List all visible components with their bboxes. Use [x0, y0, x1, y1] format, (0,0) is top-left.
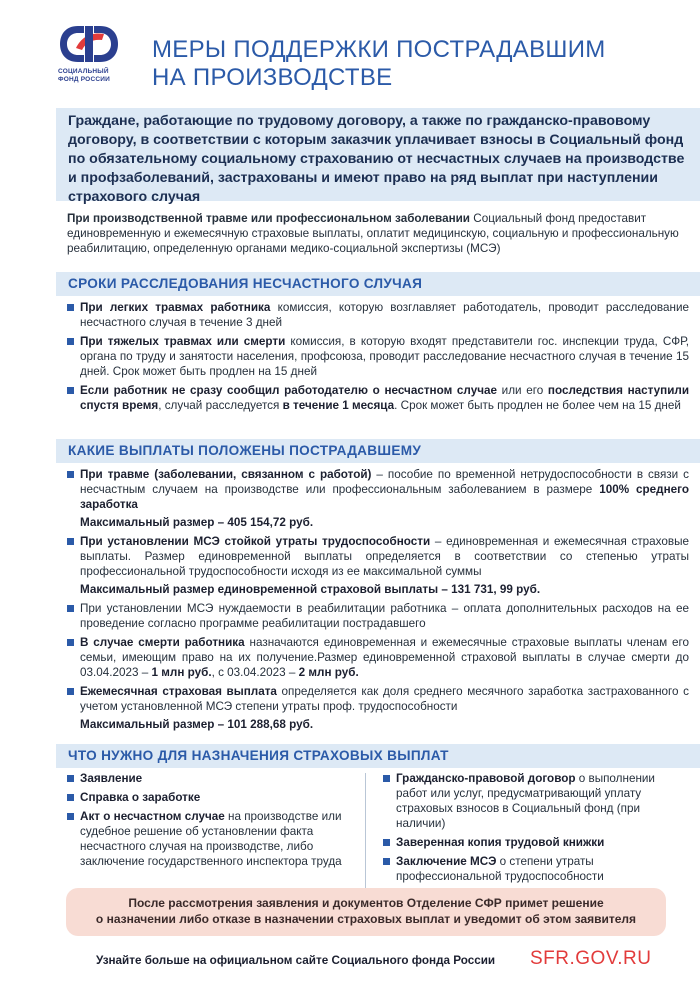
list-item: Заверенная копия трудовой книжки — [383, 835, 689, 850]
list-item: Заявление — [67, 771, 345, 786]
bullet-square-icon — [67, 338, 74, 345]
bullet-square-icon — [383, 775, 390, 782]
notice-line2: о назначении либо отказе в назначении страховых выплат и уведомит об этом заявителя — [95, 912, 637, 926]
list-item: Справка о заработке — [67, 790, 345, 805]
section-title-payments: КАКИЕ ВЫПЛАТЫ ПОЛОЖЕНЫ ПОСТРАДАВШЕМУ — [56, 439, 700, 463]
bullet-square-icon — [67, 813, 74, 820]
documents-list-right — [383, 771, 689, 888]
list-item: В случае смерти работника назначаются единовременная и ежемесячные страховые выплаты членам его семьи, имеющим право на их получение.Размер единовременной страховой выплаты в случае смерти до 03.04.2023 – 1 млн руб., с 03.04.2023 – 2 млн руб. — [67, 635, 689, 680]
intro-block: Граждане, работающие по трудовому договору, а также по гражданско-правовому договору, в соответствии с которым заказчик уплачивает взносы в Социальный фонд по обязательному социальному страхованию от несчастных случаев на производстве и профзаболеваний, застрахованы и имеют право на ряд выплат при наступлении страхового случая — [56, 108, 700, 201]
bullet-square-icon — [67, 794, 74, 801]
list-item: При установлении МСЭ нуждаемости в реабилитации работника – оплата дополнительных расходов на ее проведение согласно программе реабилитации пострадавшего — [67, 601, 689, 631]
bullet-square-icon — [67, 688, 74, 695]
max-amount: Максимальный размер единовременной страховой выплаты – 131 731, 99 руб. — [80, 583, 541, 596]
list-item: Ежемесячная страховая выплата определяется как доля среднего месячного заработка застрахованного с учетом установленной МСЭ степени утраты проф. трудоспособности Максимальный размер – 101 288,68 руб. — [67, 684, 689, 732]
bullet-square-icon — [383, 858, 390, 865]
section-title-investigation: СРОКИ РАССЛЕДОВАНИЯ НЕСЧАСТНОГО СЛУЧАЯ — [56, 272, 700, 296]
list-item: При тяжелых травмах или смерти комиссия, в которую входят представители гос. инспекции труда, СФР, органа по труду и занятости населения, профсоюза, проводит расследование несчастного случая в течение 15 дней. Срок может быть продлен на 15 дней — [67, 334, 689, 379]
max-amount: Максимальный размер – 405 154,72 руб. — [80, 516, 314, 529]
page-title-line2: НА ПРОИЗВОДСТВЕ — [152, 64, 393, 91]
bullet-square-icon — [67, 387, 74, 394]
logo-caption — [58, 68, 128, 84]
sfr-logo-icon — [58, 22, 120, 66]
list-item: Гражданско-правовой договор о выполнении работ или услуг, предусматривающий уплату страховых взносов в Социальный фонд (при наличии) — [383, 771, 689, 831]
header — [0, 0, 700, 108]
logo-caption-line1: СОЦИАЛЬНЫЙ — [58, 68, 109, 75]
logo-caption-line2: ФОНД РОССИИ — [58, 76, 110, 83]
bullet-square-icon — [67, 775, 74, 782]
lead-rest: Социальный фонд предоставит единовременную и ежемесячную страховые выплаты, оплатит медицинскую, социальную и профессиональную реабилитацию, определенную органами медико-социальной экспертизы (МСЭ) — [67, 212, 679, 255]
website-link[interactable]: SFR.GOV.RU — [530, 948, 652, 969]
lead-paragraph — [67, 211, 687, 256]
list-item: При травме (заболевании, связанном с работой) – пособие по временной нетрудоспособности в связи с несчастным случаем на производстве или профессиональным заболеванием в размере 100% среднего заработка Максимальный размер – 405 154,72 руб. — [67, 467, 689, 530]
footer-text: Узнайте больше на официальном сайте Социального фонда России — [96, 954, 496, 967]
list-item: При установлении МСЭ стойкой утраты трудоспособности – единовременная и ежемесячная страховые выплаты. Размер единовременной выплаты определяется в соответствии со степенью утраты профессиональной трудоспособности исходя из ее максимальной суммы Максимальный размер единовременной страховой выплаты – 131 731, 99 руб. — [67, 534, 689, 597]
bullet-square-icon — [67, 538, 74, 545]
page-title-line1: МЕРЫ ПОДДЕРЖКИ ПОСТРАДАВШИМ — [152, 36, 606, 63]
bullet-square-icon — [383, 839, 390, 846]
list-item: Если работник не сразу сообщил работодателю о несчастном случае или его последствия наступили спустя время, случай расследуется в течение 1 месяца. Срок может быть продлен не более чем на 15 дней — [67, 383, 689, 413]
section-title-documents: ЧТО НУЖНО ДЛЯ НАЗНАЧЕНИЯ СТРАХОВЫХ ВЫПЛАТ — [56, 744, 700, 768]
documents-list-left — [67, 771, 345, 873]
logo — [58, 22, 128, 84]
list-item: Акт о несчастном случае на производстве или судебное решение об установлении факта несчастного случая на производстве, либо заключение государственного инспектора труда — [67, 809, 345, 869]
lead-bold: При производственной травме или профессиональном заболевании — [67, 212, 470, 225]
column-divider — [365, 773, 366, 889]
max-amount: Максимальный размер – 101 288,68 руб. — [80, 718, 314, 731]
bullet-square-icon — [67, 304, 74, 311]
decision-notice — [66, 888, 666, 936]
page-title — [152, 36, 606, 92]
investigation-list — [67, 300, 689, 417]
list-item: При легких травмах работника комиссия, которую возглавляет работодатель, проводит расследование несчастного случая в течение 3 дней — [67, 300, 689, 330]
bullet-square-icon — [67, 471, 74, 478]
bullet-square-icon — [67, 639, 74, 646]
list-item: Заключение МСЭ о степени утраты профессиональной трудоспособности — [383, 854, 689, 884]
bullet-square-icon — [67, 605, 74, 612]
payments-list — [67, 467, 689, 736]
notice-line1: После рассмотрения заявления и документов Отделение СФР примет решение — [128, 896, 604, 910]
footer — [0, 948, 700, 972]
